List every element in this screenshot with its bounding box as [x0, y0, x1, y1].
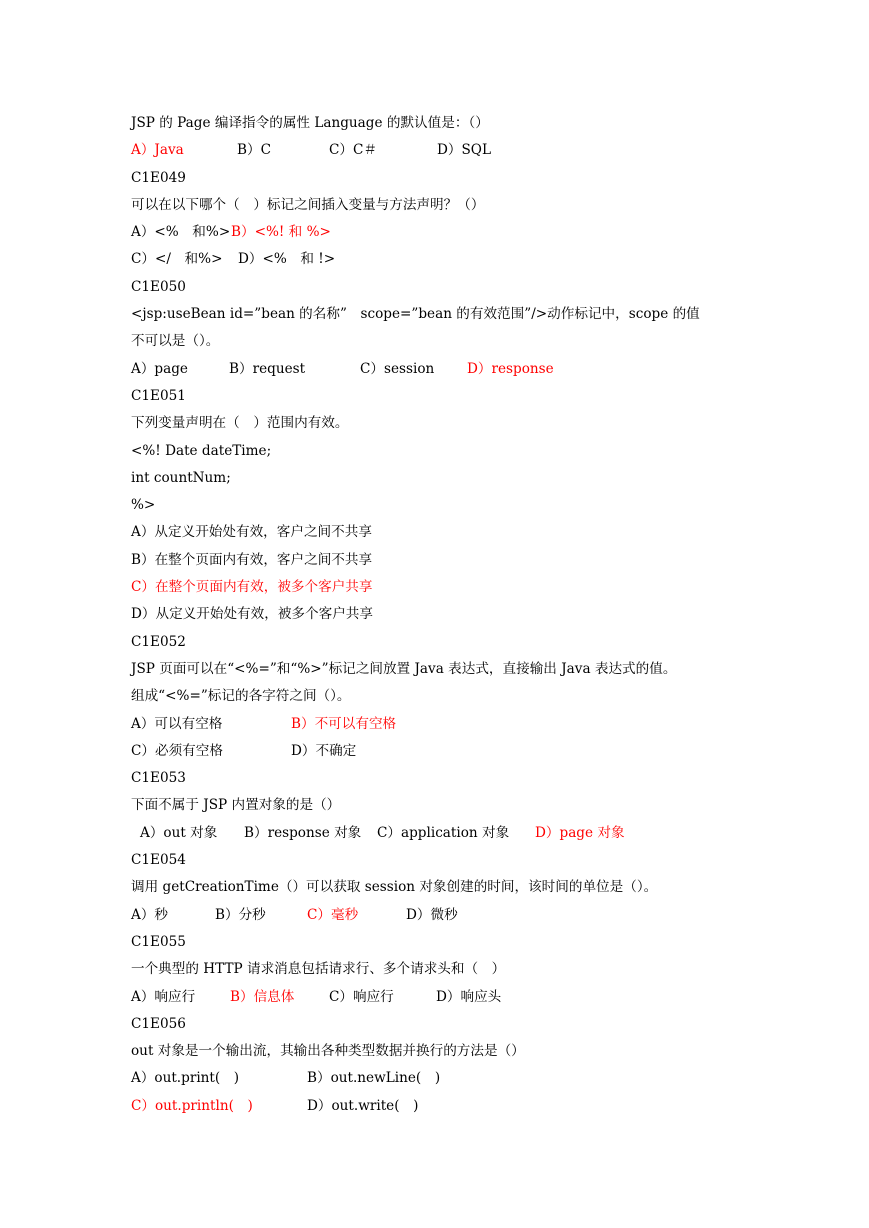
option-d: D）<% 和 !>: [238, 251, 336, 268]
options-row: [131, 219, 831, 246]
question-code: C1E055: [131, 933, 186, 950]
code-line: <%! Date dateTime;: [131, 442, 272, 459]
options-row: [131, 356, 831, 383]
options-row: [131, 137, 831, 164]
question-text: JSP 页面可以在“<%=”和“%>”标记之间放置 Java 表达式，直接输出 Java 表达式的值。: [131, 660, 677, 677]
question-text-continued: 组成“<%=”标记的各字符之间（）。: [131, 688, 351, 705]
option-a: A）<% 和%>: [131, 224, 231, 241]
option-d: D）不确定: [291, 742, 357, 759]
question-text: 调用 getCreationTime（）可以获取 session 对象创建的时间，该时间的单位是（）。: [131, 879, 658, 896]
option-a: A）秒: [131, 906, 169, 923]
question-code: C1E052: [131, 633, 186, 650]
option-b: B）分秒: [215, 906, 266, 923]
option-d: D）响应头: [436, 988, 502, 1005]
option-b: B）在整个页面内有效，客户之间不共享: [131, 551, 373, 568]
option-b-correct: B）信息体: [230, 988, 295, 1005]
option-d-correct: D）response: [467, 360, 554, 377]
question-text: out 对象是一个输出流，其输出各种类型数据并换行的方法是（）: [131, 1043, 525, 1060]
option-b-correct: B）<%! 和 %>: [231, 224, 331, 241]
options-row: [131, 246, 831, 273]
option-a: A）响应行: [131, 988, 196, 1005]
code-line: int countNum;: [131, 469, 231, 486]
option-c: C）</ 和%>: [131, 251, 223, 268]
option-a: A）从定义开始处有效，客户之间不共享: [131, 524, 372, 541]
question-code: C1E056: [131, 1015, 186, 1032]
question-text: 下列变量声明在（ ）范围内有效。: [131, 415, 349, 432]
option-a: A）page: [131, 360, 188, 377]
option-c: C）C＃: [329, 142, 377, 159]
question-code: C1E051: [131, 387, 186, 404]
question-text: 可以在以下哪个（ ）标记之间插入变量与方法声明？（）: [131, 196, 485, 213]
options-row: [131, 1065, 831, 1092]
question-code: C1E050: [131, 278, 186, 295]
option-b: B）response 对象: [244, 824, 362, 841]
option-d: D）从定义开始处有效，被多个客户共享: [131, 606, 373, 623]
question-text-continued: 不可以是（）。: [131, 333, 220, 350]
option-d: D）微秒: [406, 906, 458, 923]
option-a: A）可以有空格: [131, 715, 223, 732]
option-c: C）响应行: [329, 988, 394, 1005]
option-c-correct: C）毫秒: [307, 906, 359, 923]
option-a: A）out.print( ): [131, 1070, 240, 1087]
code-line: %>: [131, 497, 156, 514]
question-text: 下面不属于 JSP 内置对象的是（）: [131, 797, 341, 814]
options-row: [131, 984, 831, 1011]
options-row: [131, 738, 831, 765]
option-d-correct: D）page 对象: [535, 824, 625, 841]
option-c: C）session: [360, 360, 435, 377]
question-text: JSP 的 Page 编译指令的属性 Language 的默认值是：（）: [131, 115, 489, 131]
options-row: [131, 820, 831, 847]
options-row: [131, 711, 831, 738]
options-row: [131, 1093, 831, 1120]
option-d: D）SQL: [437, 142, 491, 159]
option-a: A）out 对象: [140, 824, 218, 841]
option-d: D）out.write( ): [307, 1097, 419, 1114]
option-c-correct: C）out.println( ): [131, 1097, 253, 1114]
option-c: C）application 对象: [377, 824, 510, 841]
option-a-correct: A）Java: [131, 142, 184, 159]
option-c: C）必须有空格: [131, 742, 223, 759]
option-c-correct: C）在整个页面内有效，被多个客户共享: [131, 579, 373, 596]
question-text: <jsp:useBean id=”bean 的名称” scope=”bean 的有效范围”/>动作标记中，scope 的值: [131, 306, 700, 323]
option-b: B）out.newLine( ): [307, 1070, 441, 1087]
question-code: C1E053: [131, 770, 186, 787]
question-code: C1E054: [131, 852, 186, 869]
question-code: C1E049: [131, 169, 186, 186]
options-row: [131, 902, 831, 929]
option-b: B）C: [237, 142, 271, 159]
option-b-correct: B）不可以有空格: [291, 715, 397, 732]
document-page: [131, 110, 831, 1120]
option-b: B）request: [229, 360, 306, 377]
question-text: 一个典型的 HTTP 请求消息包括请求行、多个请求头和（ ）: [131, 961, 506, 978]
